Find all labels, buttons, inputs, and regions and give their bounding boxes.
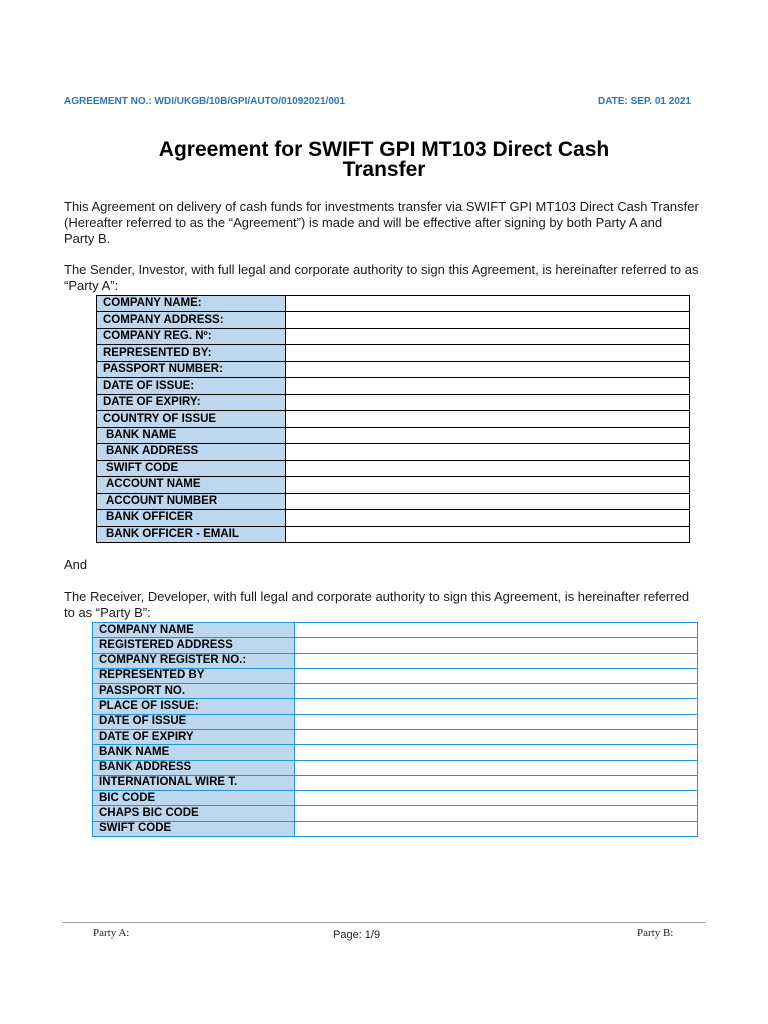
party-b-label-passport-no: PASSPORT NO. — [93, 684, 295, 699]
party-a-value-date-of-issue — [286, 378, 690, 394]
agreement-date: DATE: SEP. 01 2021 — [597, 96, 691, 107]
party-b-label-international-wire-t: INTERNATIONAL WIRE T. — [93, 775, 295, 790]
table-row — [93, 684, 698, 699]
table-row — [97, 312, 690, 328]
party-b-label-bank-name: BANK NAME — [93, 745, 295, 760]
table-row — [93, 760, 698, 775]
footer-party-a-label: Party A: — [93, 927, 130, 939]
party-a-label-company-reg-n: COMPANY REG. Nº: — [97, 328, 286, 344]
party-b-value-swift-code — [295, 821, 698, 836]
party-a-value-company-reg-n — [286, 328, 690, 344]
table-row — [97, 493, 690, 509]
party-a-details-table — [96, 295, 690, 543]
table-row — [97, 296, 690, 312]
intro-line: Party B. — [64, 231, 111, 246]
party-b-label-bic-code: BIC CODE — [93, 791, 295, 806]
connector-text — [64, 557, 87, 573]
party-b-label-swift-code: SWIFT CODE — [93, 821, 295, 836]
intro-line: (Hereafter referred to as the “Agreement”) is made and will be effective after signing by both Party A and — [64, 215, 663, 230]
party-b-label-company-register-no: COMPANY REGISTER NO.: — [93, 653, 295, 668]
party-a-value-account-number — [286, 493, 690, 509]
party-b-label-bank-address: BANK ADDRESS — [93, 760, 295, 775]
table-row — [93, 745, 698, 760]
party-a-label-represented-by: REPRESENTED BY: — [97, 345, 286, 361]
party-a-label-bank-officer-email: BANK OFFICER - EMAIL — [97, 526, 286, 542]
party-b-details-table — [92, 622, 698, 837]
party-b-label-date-of-expiry: DATE OF EXPIRY — [93, 729, 295, 744]
table-row — [97, 444, 690, 460]
footer-divider — [62, 922, 706, 923]
party-b-label-represented-by: REPRESENTED BY — [93, 668, 295, 683]
party-b-value-date-of-expiry — [295, 729, 698, 744]
party-a-label-date-of-issue: DATE OF ISSUE: — [97, 378, 286, 394]
party-a-value-company-name — [286, 296, 690, 312]
party-b-label-place-of-issue: PLACE OF ISSUE: — [93, 699, 295, 714]
table-row — [97, 427, 690, 443]
table-row — [93, 668, 698, 683]
party-b-value-bic-code — [295, 791, 698, 806]
party-a-label-company-address: COMPANY ADDRESS: — [97, 312, 286, 328]
party-a-label-bank-officer: BANK OFFICER — [97, 510, 286, 526]
party-a-value-bank-address — [286, 444, 690, 460]
table-row — [93, 806, 698, 821]
party-b-value-date-of-issue — [295, 714, 698, 729]
party-a-label-swift-code: SWIFT CODE — [97, 460, 286, 476]
document-title: Agreement for SWIFT GPI MT103 Direct Cash Transfer — [158, 138, 610, 181]
party-b-value-chaps-bic-code — [295, 806, 698, 821]
party-b-intro-line: to as “Party B”: — [64, 604, 151, 620]
party-b-value-registered-address — [295, 638, 698, 653]
intro-line: This Agreement on delivery of cash funds for investments transfer via SWIFT GPI MT103 Direct Cash Transfer — [64, 199, 699, 214]
table-row — [93, 638, 698, 653]
table-row — [97, 411, 690, 427]
party-b-value-bank-address — [295, 760, 698, 775]
table-row — [93, 729, 698, 744]
party-b-value-place-of-issue — [295, 699, 698, 714]
page-number: Page: 1/9 — [333, 929, 381, 941]
party-b-value-international-wire-t — [295, 775, 698, 790]
table-row — [97, 510, 690, 526]
intro-paragraph — [64, 199, 699, 247]
table-row — [93, 775, 698, 790]
party-b-value-bank-name — [295, 745, 698, 760]
party-b-label-company-name: COMPANY NAME — [93, 623, 295, 638]
party-b-value-company-name — [295, 623, 698, 638]
table-row — [97, 345, 690, 361]
and-label: And — [64, 557, 88, 572]
party-a-label-passport-number: PASSPORT NUMBER: — [97, 361, 286, 377]
party-a-label-company-name: COMPANY NAME: — [97, 296, 286, 312]
party-a-value-swift-code — [286, 460, 690, 476]
party-a-value-bank-officer — [286, 510, 690, 526]
party-a-intro-line: “Party A”: — [64, 278, 119, 293]
table-row — [93, 699, 698, 714]
table-row — [97, 328, 690, 344]
party-a-intro-line: The Sender, Investor, with full legal and corporate authority to sign this Agreement, is hereinafter referred to as — [64, 262, 699, 277]
party-b-intro-line: The Receiver, Developer, with full legal and corporate authority to sign this Agreement, is hereinafter referred — [64, 589, 690, 604]
party-a-label-account-number: ACCOUNT NUMBER — [97, 493, 286, 509]
party-a-label-country-of-issue: COUNTRY OF ISSUE — [97, 411, 286, 427]
party-b-label-date-of-issue: DATE OF ISSUE — [93, 714, 295, 729]
party-a-value-bank-officer-email — [286, 526, 690, 542]
party-a-label-date-of-expiry: DATE OF EXPIRY: — [97, 394, 286, 410]
table-row — [93, 653, 698, 668]
party-a-intro-paragraph — [64, 262, 698, 294]
party-a-value-account-name — [286, 477, 690, 493]
party-a-value-company-address — [286, 312, 690, 328]
party-b-label-registered-address: REGISTERED ADDRESS — [93, 638, 295, 653]
party-b-label-chaps-bic-code: CHAPS BIC CODE — [93, 806, 295, 821]
table-row — [93, 791, 698, 806]
party-a-label-account-name: ACCOUNT NAME — [97, 477, 286, 493]
table-row — [97, 460, 690, 476]
table-row — [97, 477, 690, 493]
footer-party-b-label: Party B: — [637, 927, 674, 939]
party-a-value-country-of-issue — [286, 411, 690, 427]
party-b-value-represented-by — [295, 668, 698, 683]
party-a-value-passport-number — [286, 361, 690, 377]
table-row — [97, 378, 690, 394]
party-a-label-bank-address: BANK ADDRESS — [97, 444, 286, 460]
table-row — [93, 623, 698, 638]
party-b-value-company-register-no — [295, 653, 698, 668]
table-row — [93, 821, 698, 836]
party-a-value-date-of-expiry — [286, 394, 690, 410]
table-row — [97, 526, 690, 542]
party-b-intro-paragraph — [64, 589, 689, 620]
table-row — [97, 394, 690, 410]
party-a-label-bank-name: BANK NAME — [97, 427, 286, 443]
agreement-number: AGREEMENT NO.: WDI/UKGB/10B/GPI/AUTO/01092021/001 — [64, 96, 346, 107]
party-a-value-bank-name — [286, 427, 690, 443]
party-b-value-passport-no — [295, 684, 698, 699]
party-a-value-represented-by — [286, 345, 690, 361]
table-row — [93, 714, 698, 729]
table-row — [97, 361, 690, 377]
